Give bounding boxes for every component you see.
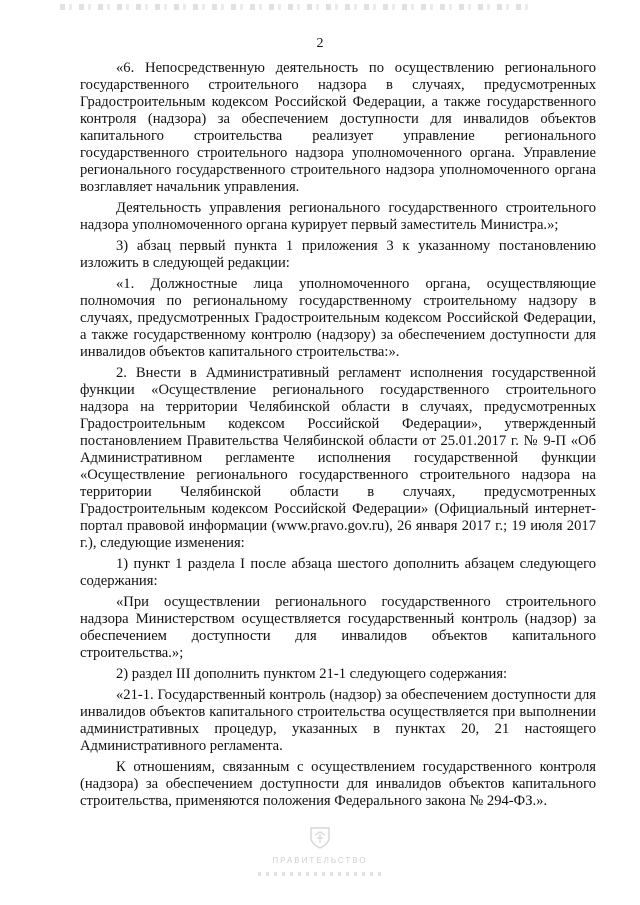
paragraph-5: 2. Внести в Административный регламент исполнения государственной функции «Осуществление регионального государственного строительного надзора на территории Челябинской области в случаях, предусмотренных Градостроительным кодексом Российской Федерации», утвержденный постановлением Правительства Челябинской области от 25.01.2017 г. № 9-П «Об Административном регламенте исполнения государственной функции «Осуществление регионального государственного строительного надзора на территории Челябинской области в случаях, предусмотренных Градостроительным кодексом Российской Федерации» (Официальный интернет-портал правовой информации (www.pravo.gov.ru), 26 января 2017 г.; 19 июля 2017 г.), следующие изменения: xyxy=(80,365,596,551)
stamp-text: ПРАВИТЕЛЬСТВО xyxy=(272,856,368,865)
paragraph-10: К отношениям, связанным с осуществлением государственного контроля (надзора) за обеспечением доступности для инвалидов объектов капитального строительства, применяются положения Федерального закона № 294-ФЗ.». xyxy=(80,759,596,809)
paragraph-8: 2) раздел III дополнить пунктом 21-1 следующего содержания: xyxy=(116,666,508,682)
official-stamp xyxy=(240,826,400,896)
paragraph-6: 1) пункт 1 раздела I после абзаца шестого дополнить абзацем следующего содержания: xyxy=(80,556,596,589)
stamp-faint-line xyxy=(258,872,382,876)
paragraph-2: Деятельность управления регионального государственного строительного надзора уполномоченного органа курирует первый заместитель Министра.»; xyxy=(80,200,596,233)
scan-header-noise xyxy=(60,4,530,10)
paragraph-9: «21-1. Государственный контроль (надзор) за обеспечением доступности для инвалидов объектов капитального строительства осуществляется при выполнении административных процедур, указанных в пунктах 20, 21 настоящего Административного регламента. xyxy=(80,687,596,754)
document-body xyxy=(80,60,596,814)
paragraph-4: «1. Должностные лица уполномоченного органа, осуществляющие полномочия по региональному государственному строительному надзору в случаях, предусмотренных Градостроительным кодексом Российской Федерации, а также государственному контролю (надзору) за обеспечением доступности для инвалидов объектов капитального строительства:». xyxy=(80,276,596,360)
coat-of-arms-icon xyxy=(309,826,331,850)
paragraph-7: «При осуществлении регионального государственного строительного надзора Министерством осуществляется государственный контроль (надзор) за обеспечением доступности для инвалидов объектов капитального строительства.»; xyxy=(80,594,596,661)
paragraph-1: «6. Непосредственную деятельность по осуществлению регионального государственного строительного надзора в случаях, предусмотренных Градостроительным кодексом Российской Федерации, а также государственного контроля (надзора) за обеспечением доступности для инвалидов объектов капитального строительства реализует управление регионального государственного строительного надзора уполномоченного органа. Управление регионального государственного строительного надзора уполномоченного органа возглавляет начальник управления. xyxy=(80,60,596,195)
paragraph-3: 3) абзац первый пункта 1 приложения 3 к указанному постановлению изложить в следующей редакции: xyxy=(80,238,596,271)
page-number: 2 xyxy=(316,36,324,51)
